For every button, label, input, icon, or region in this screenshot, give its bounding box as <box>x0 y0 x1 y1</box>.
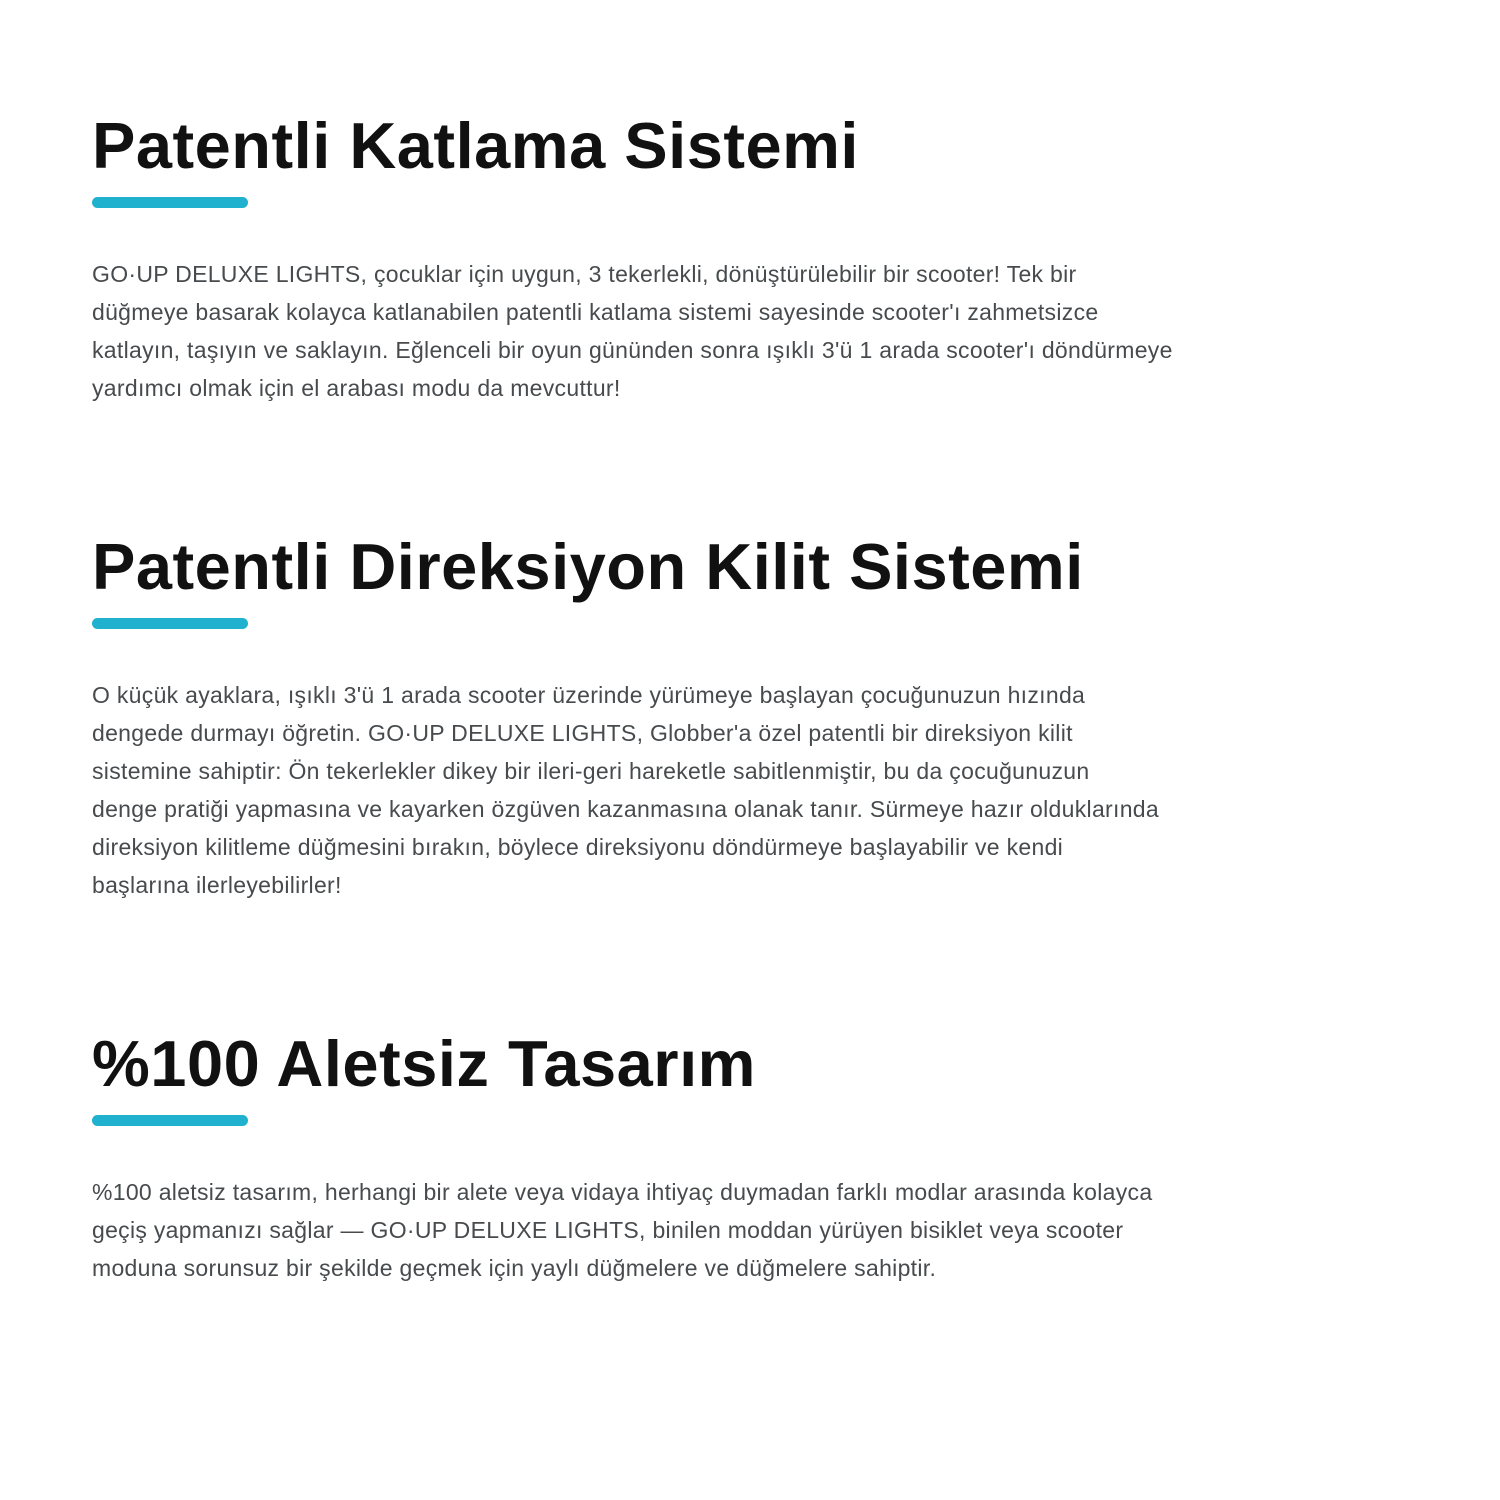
paragraph-line: %100 aletsiz tasarım, herhangi bir alete veya vidaya ihtiyaç duymadan farklı modlar arasında kolayca <box>92 1178 1153 1205</box>
section-paragraph <box>92 255 1310 407</box>
section-paragraph <box>92 1173 1310 1287</box>
paragraph-line: moduna sorunsuz bir şekilde geçmek için yaylı düğmelere ve düğmelere sahiptir. <box>92 1254 937 1281</box>
paragraph-line: katlayın, taşıyın ve saklayın. Eğlenceli bir oyun gününden sonra ışıklı 3'ü 1 arada scooter'ı döndürmeye <box>92 336 1173 363</box>
paragraph-line: başlarına ilerleyebilirler! <box>92 871 342 898</box>
paragraph-line: geçiş yapmanızı sağlar — GO·UP DELUXE LIGHTS, binilen moddan yürüyen bisiklet veya scooter <box>92 1216 1124 1243</box>
paragraph-line: O küçük ayaklara, ışıklı 3'ü 1 arada scooter üzerinde yürümeye başlayan çocuğunuzun hızında <box>92 681 1086 708</box>
section-heading: Patentli Direksiyon Kilit Sistemi <box>92 529 1084 603</box>
section-tool-free-design <box>92 1026 1310 1287</box>
paragraph-line: düğmeye basarak kolayca katlanabilen patentli katlama sistemi sayesinde scooter'ı zahmetsizce <box>92 298 1099 325</box>
paragraph-line: denge pratiği yapmasına ve kayarken özgüven kazanmasına olanak tanır. Sürmeye hazır olduklarında <box>92 795 1159 822</box>
heading-underline <box>92 197 248 208</box>
section-heading: %100 Aletsiz Tasarım <box>92 1026 756 1100</box>
paragraph-line: direksiyon kilitleme düğmesini bırakın, böylece direksiyonu döndürmeye başlayabilir ve kendi <box>92 833 1064 860</box>
paragraph-line: sistemine sahiptir: Ön tekerlekler dikey bir ileri-geri hareketle sabitlenmiştir, bu da çocuğunuzun <box>92 757 1090 784</box>
paragraph-line: dengede durmayı öğretin. GO·UP DELUXE LIGHTS, Globber'a özel patentli bir direksiyon kilit <box>92 719 1073 746</box>
section-heading: Patentli Katlama Sistemi <box>92 109 859 182</box>
heading-underline <box>92 1115 248 1126</box>
section-steering-lock <box>92 529 1310 904</box>
paragraph-line: yardımcı olmak için el arabası modu da mevcuttur! <box>92 374 621 401</box>
section-folding-system <box>92 109 1310 407</box>
section-paragraph <box>92 676 1310 904</box>
paragraph-line: GO·UP DELUXE LIGHTS, çocuklar için uygun, 3 tekerlekli, dönüştürülebilir bir scooter! Tek bir <box>92 260 1077 287</box>
heading-underline <box>92 618 248 629</box>
